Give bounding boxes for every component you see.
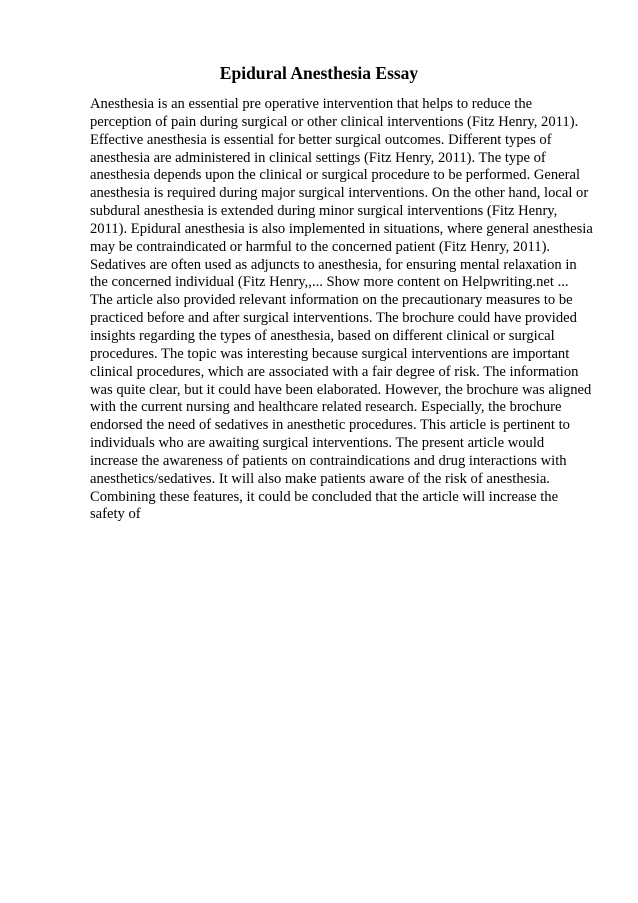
body-line: subdural anesthesia is extended during minor surgical interventions (Fitz Henry,	[90, 203, 558, 220]
body-line: insights regarding the types of anesthesia, based on different clinical or surgical	[90, 327, 555, 344]
body-line: perception of pain during surgical or other clinical interventions (Fitz Henry, 2011).	[90, 113, 579, 130]
body-line: anesthesia depends upon the clinical or surgical procedure to be performed. General	[90, 167, 581, 184]
body-line: may be contraindicated or harmful to the concerned patient (Fitz Henry, 2011).	[90, 238, 551, 255]
body-line: was quite clear, but it could have been elaborated. However, the brochure was aligned	[90, 381, 592, 398]
body-line: the concerned individual (Fitz Henry,,... Show more content on Helpwriting.net ...	[90, 274, 569, 291]
body-line: increase the awareness of patients on contraindications and drug interactions with	[90, 452, 567, 469]
body-line: endorsed the need of sedatives in anesthetic procedures. This article is pertinent to	[90, 417, 570, 434]
body-line: The article also provided relevant information on the precautionary measures to be	[90, 292, 573, 309]
body-line: practiced before and after surgical interventions. The brochure could have provided	[90, 310, 577, 327]
body-line: Anesthesia is an essential pre operative intervention that helps to reduce the	[90, 96, 533, 112]
document-title: Epidural Anesthesia Essay	[219, 63, 419, 83]
body-line: individuals who are awaiting surgical interventions. The present article would	[90, 435, 545, 452]
body-line: anesthetics/sedatives. It will also make patients aware of the risk of anesthesia.	[90, 470, 550, 487]
body-line: anesthesia are administered in clinical settings (Fitz Henry, 2011). The type of	[90, 149, 546, 166]
body-line: Combining these features, it could be concluded that the article will increase the	[90, 488, 559, 505]
body-line: with the current nursing and healthcare related research. Especially, the brochure	[90, 399, 562, 416]
body-line: clinical procedures, which are associated with a fair degree of risk. The information	[90, 363, 579, 380]
body-line: Effective anesthesia is essential for better surgical outcomes. Different types of	[90, 131, 552, 148]
body-line: anesthesia is required during major surgical interventions. On the other hand, local or	[90, 185, 589, 202]
body-line: 2011). Epidural anesthesia is also implemented in situations, where general anesthesia	[90, 220, 593, 237]
body-line: procedures. The topic was interesting because surgical interventions are important	[90, 345, 570, 362]
body-line: safety of	[90, 506, 141, 523]
body-line: Sedatives are often used as adjuncts to anesthesia, for ensuring mental relaxation in	[90, 256, 577, 273]
essay-body	[90, 96, 610, 524]
